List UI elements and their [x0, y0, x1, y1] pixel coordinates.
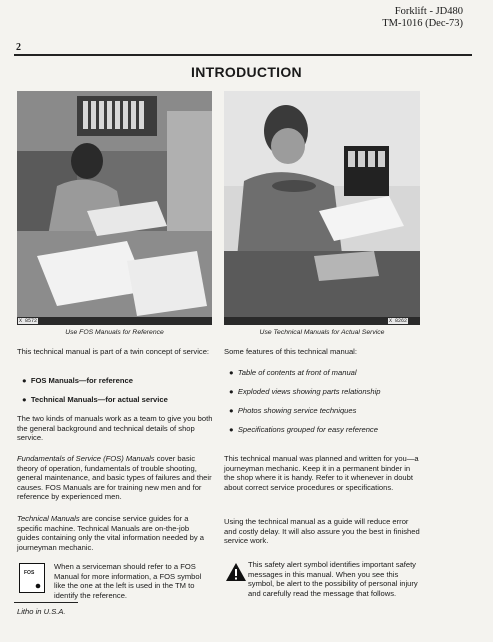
photo-fos-manuals: [17, 91, 212, 325]
fos-symbol-label: FOS: [24, 570, 35, 576]
page-number: 2: [16, 42, 21, 53]
header-block: [382, 6, 463, 30]
right-paragraph-guide: Using the technical manual as a guide will reduce error and costly delay. It will also assure you the best in finished service work.: [224, 517, 420, 546]
left-bullet-fos: ● FOS Manuals—for reference: [22, 376, 133, 385]
bullet-icon: ●: [22, 376, 31, 385]
footer-litho: Litho in U.S.A.: [17, 607, 66, 616]
safety-alert-icon: [225, 562, 247, 582]
bullet-icon: ●: [229, 406, 238, 415]
fos-symbol-icon: [19, 563, 45, 593]
bullet-icon: ●: [22, 395, 31, 404]
left-paragraph-tm: Technical Manuals are concise service guides for a specific machine. Technical Manuals are on-the-job guides containing only the vital information needed by a journeyman mechanic.: [17, 514, 205, 552]
footer-rule: [14, 602, 78, 603]
right-intro: Some features of this technical manual:: [224, 347, 357, 356]
left-paragraph-fos: Fundamentals of Service (FOS) Manuals cover basic theory of operation, fundamentals of trouble shooting, general maintenance, and basic types of failures and their causes. FOS Manuals are for training new men and for reference by experienced men.: [17, 454, 212, 502]
photo-caption-left: Use FOS Manuals for Reference: [65, 329, 164, 336]
doc-date: (Dec-73): [425, 18, 463, 29]
page-title: INTRODUCTION: [191, 64, 302, 80]
left-intro: This technical manual is part of a twin concept of service:: [17, 347, 210, 356]
photo-caption-right: Use Technical Manuals for Actual Service: [259, 329, 385, 336]
right-paragraph-planned: This technical manual was planned and written for you—a journeyman mechanic. Keep it in a permanent binder in the shop where it is handy. Refer to it whenever in doubt about correct service procedures or specifications.: [224, 454, 419, 492]
bullet-icon: ●: [229, 368, 238, 377]
right-bullet-1: ● Table of contents at front of manual: [229, 368, 357, 377]
left-fos-note: When a serviceman should refer to a FOS Manual for more information, a FOS symbol like the one at the left is used in the TM to identify the reference.: [54, 562, 202, 600]
doc-title: Forklift - JD480: [394, 6, 463, 17]
doc-number: TM-1016: [382, 18, 423, 29]
bullet-icon: ●: [229, 387, 238, 396]
right-bullet-2: ● Exploded views showing parts relationship: [229, 387, 381, 396]
header-rule: [14, 54, 472, 56]
right-safety-note: This safety alert symbol identifies important safety messages in this manual. When you see this symbol, be alert to the possibility of personal injury and carefully read the message that follows.: [248, 560, 418, 598]
right-bullet-4: ● Specifications grouped for easy reference: [229, 425, 378, 434]
photo-tag-right: X 8262: [389, 318, 408, 324]
photo-technical-manuals: [224, 91, 420, 325]
left-paragraph-team: The two kinds of manuals work as a team to give you both the general background and technical details of shop service.: [17, 414, 213, 443]
photo-tag-left: X 8572: [19, 318, 38, 324]
left-bullet-tm: ● Technical Manuals—for actual service: [22, 395, 168, 404]
right-bullet-3: ● Photos showing service techniques: [229, 406, 357, 415]
bullet-icon: ●: [229, 425, 238, 434]
